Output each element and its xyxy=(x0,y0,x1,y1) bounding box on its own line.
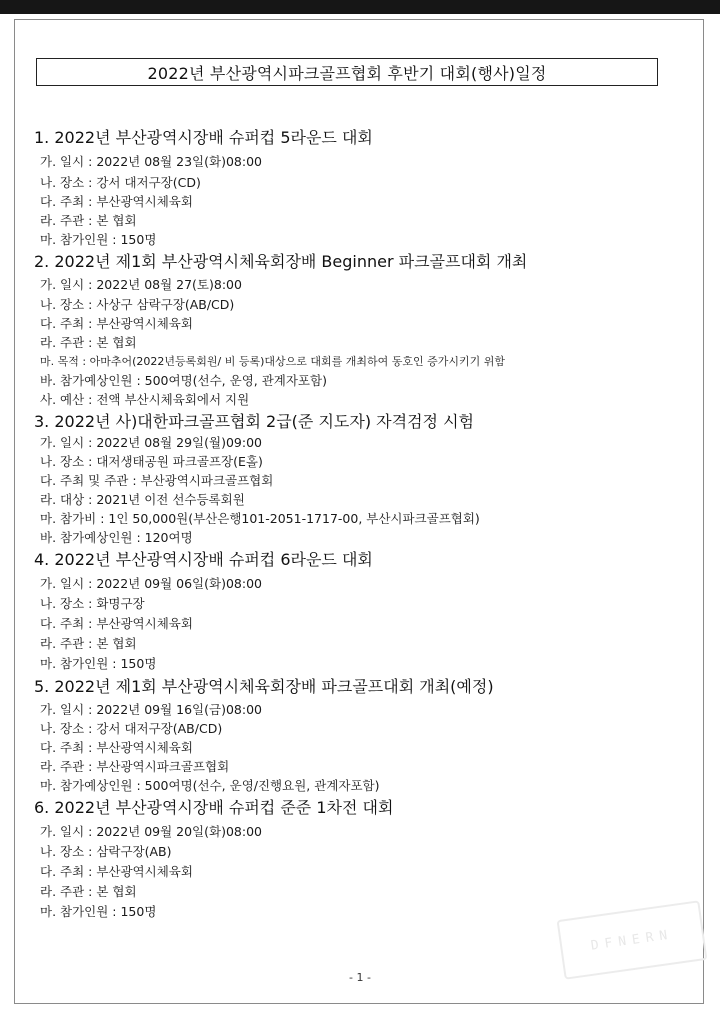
list-item: 바. 참가예상인원 : 500여명(선수, 운영, 관계자포함) xyxy=(40,373,327,388)
list-item: 나. 장소 : 사상구 삼락구장(AB/CD) xyxy=(40,297,235,312)
list-item: 다. 주최 : 부산광역시체육회 xyxy=(40,316,193,331)
list-item: 나. 장소 : 강서 대저구장(CD) xyxy=(40,175,201,190)
list-item: 마. 참가비 : 1인 50,000원(부산은행101-2051-1717-00, 부산시파크골프협회) xyxy=(40,511,480,526)
section-1 xyxy=(34,125,684,249)
section-heading: 2. 2022년 제1회 부산광역시체육회장배 Beginner 파크골프대회 개최 xyxy=(34,252,528,271)
list-item: 다. 주최 : 부산광역시체육회 xyxy=(40,194,193,209)
section-heading: 3. 2022년 사)대한파크골프협회 2급(준 지도자) 자격검정 시험 xyxy=(34,412,474,431)
section-heading: 4. 2022년 부산광역시장배 슈퍼컵 6라운드 대회 xyxy=(34,550,373,569)
section-4 xyxy=(34,547,684,674)
list-item: 다. 주최 및 주관 : 부산광역시파크골프협회 xyxy=(40,473,274,488)
section-6 xyxy=(34,795,684,922)
document-title: 2022년 부산광역시파크골프협회 후반기 대회(행사)일정 xyxy=(36,58,658,86)
list-item: 나. 장소 : 대저생태공원 파크골프장(E홀) xyxy=(40,454,263,469)
list-item: 가. 일시 : 2022년 08월 23일(화)08:00 xyxy=(40,154,262,169)
viewer-top-bar xyxy=(0,0,720,14)
list-item: 나. 장소 : 강서 대저구장(AB/CD) xyxy=(40,721,223,736)
list-item: 가. 일시 : 2022년 08월 29일(월)09:00 xyxy=(40,435,262,450)
list-item: 라. 대상 : 2021년 이전 선수등록회원 xyxy=(40,492,245,507)
schedule-content xyxy=(34,125,684,922)
list-item: 라. 주관 : 부산광역시파크골프협회 xyxy=(40,759,230,774)
list-item: 마. 참가인원 : 150명 xyxy=(40,232,157,247)
list-item: 바. 참가예상인원 : 120여명 xyxy=(40,530,193,545)
list-item: 사. 예산 : 전액 부산시체육회에서 지원 xyxy=(40,392,250,407)
section-2 xyxy=(34,249,684,409)
list-item: 마. 목적 : 아마추어(2022년등록회원/ 비 등록)대상으로 대회를 개최하여 동호인 증가시키기 위함 xyxy=(40,355,505,368)
page-number: - 1 - xyxy=(349,971,371,984)
list-item: 가. 일시 : 2022년 09월 06일(화)08:00 xyxy=(40,576,262,591)
list-item: 라. 주관 : 본 협회 xyxy=(40,335,137,350)
list-item: 라. 주관 : 본 협회 xyxy=(40,213,137,228)
section-heading: 5. 2022년 제1회 부산광역시체육회장배 파크골프대회 개최(예정) xyxy=(34,677,494,696)
list-item: 마. 참가예상인원 : 500여명(선수, 운영/진행요원, 관계자포함) xyxy=(40,778,380,793)
section-heading: 1. 2022년 부산광역시장배 슈퍼컵 5라운드 대회 xyxy=(34,128,373,147)
section-3 xyxy=(34,409,684,547)
watermark-stamp: DFNERN xyxy=(557,900,708,979)
list-item: 라. 주관 : 본 협회 xyxy=(40,884,137,899)
section-5 xyxy=(34,674,684,795)
list-item: 다. 주최 : 부산광역시체육회 xyxy=(40,616,193,631)
list-item: 나. 장소 : 화명구장 xyxy=(40,596,145,611)
list-item: 마. 참가인원 : 150명 xyxy=(40,656,157,671)
list-item: 가. 일시 : 2022년 09월 16일(금)08:00 xyxy=(40,702,262,717)
list-item: 라. 주관 : 본 협회 xyxy=(40,636,137,651)
section-heading: 6. 2022년 부산광역시장배 슈퍼컵 준준 1차전 대회 xyxy=(34,798,394,817)
list-item: 다. 주최 : 부산광역시체육회 xyxy=(40,864,193,879)
list-item: 가. 일시 : 2022년 09월 20일(화)08:00 xyxy=(40,824,262,839)
list-item: 마. 참가인원 : 150명 xyxy=(40,904,157,919)
list-item: 나. 장소 : 삼락구장(AB) xyxy=(40,844,172,859)
list-item: 다. 주최 : 부산광역시체육회 xyxy=(40,740,193,755)
list-item: 가. 일시 : 2022년 08월 27(토)8:00 xyxy=(40,277,242,292)
